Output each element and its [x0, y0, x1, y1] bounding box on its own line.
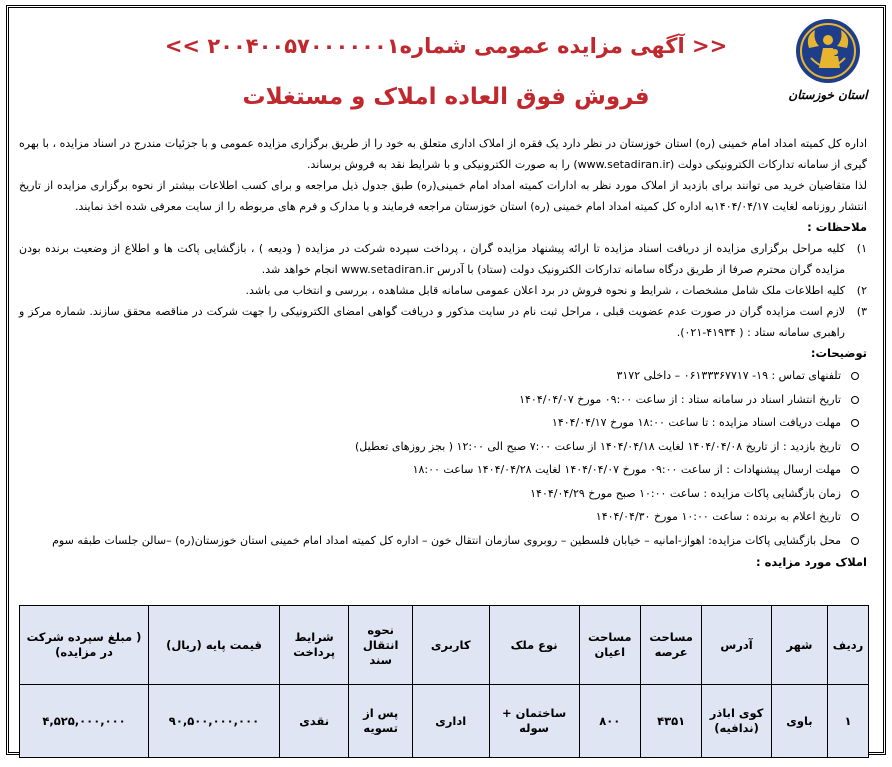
column-header: نحوه انتقال سند: [349, 606, 412, 685]
detail-text: مهلت دریافت اسناد مزایده : تا ساعت ۱۸:۰۰ مورخ ۱۴۰۴/۰۴/۱۷: [551, 416, 841, 429]
note-number: ۳): [856, 305, 867, 318]
column-header: قیمت پایه (ریال): [149, 606, 280, 685]
note-text: کلیه مراحل برگزاری مزایده از دریافت اسناد مزایده تا ارائه پیشنهاد مزایده گران ، پرداخت سپرده شرکت در مزایده ( ودیعه ) ، بازگشایی پاکت ها و اطلاع از وضعیت برنده بودن مزایده گران محترم صرفا از طریق درگاه سامانه تدارکات الکترونیک دولت (ستاد) با آدرس www.setadiran.ir انجام خواهد شد.: [19, 242, 845, 276]
column-header: شهر: [771, 606, 827, 685]
intro-paragraph-1: اداره کل کمیته امداد امام خمینی (ره) استان خوزستان در نظر دارد یک فقره از املاک اداری متعلق به خود را از طریق برگزاری مزایده عمومی و با جزئیات مندرج در اسناد مزایده ، با بهره گیری از سامانه تدارکات الکترونیکی دولت (www.setadiran.ir) را به صورت الکترونیکی و با شرایط نقد به فروش برساند.: [19, 137, 867, 171]
detail-item: [19, 364, 867, 388]
detail-text: مهلت ارسال پیشنهادات : از ساعت ۰۹:۰۰ مورخ ۱۴۰۴/۰۴/۰۷ لغایت ۱۴۰۴/۰۴/۲۸ ساعت ۱۸:۰۰: [412, 463, 841, 476]
intro-paragraph-2: لذا متقاضیان خرید می توانند برای بازدید از املاک مورد نظر به ادارات کمیته امداد امام خمینی(ره) طبق جدول ذیل مراجعه و برای کسب اطلاعات بیشتر از نحوه برگزاری مزایده از تاریخ انتشار روزنامه لغایت ۱۴۰۴/۰۴/۱۷به اداره کل کمیته امداد امام خمینی (ره) استان خوزستان مراجعه فرمایند و یا مدارک و فرم های مربوطه را از سایت معرفی شده اخذ نمایند.: [19, 179, 867, 213]
detail-item: [19, 435, 867, 459]
column-header: مساحت اعیان: [579, 606, 640, 685]
column-header: آدرس: [702, 606, 772, 685]
detail-text: تلفنهای تماس : ۱۹- ۰۶۱۳۳۳۶۷۷۱۷ – داخلی ۳۱۷۲: [616, 369, 841, 382]
detail-item: [19, 482, 867, 506]
logo: [785, 18, 871, 102]
circle-bullet-icon: [851, 490, 859, 498]
table-header-row: [20, 606, 869, 685]
note-number: ۱): [856, 242, 867, 255]
circle-bullet-icon: [851, 537, 859, 545]
column-header: کاربری: [412, 606, 489, 685]
note-item: [19, 238, 867, 280]
detail-item: [19, 411, 867, 435]
column-header: ردیف: [828, 606, 869, 685]
circle-bullet-icon: [851, 513, 859, 521]
circle-bullet-icon: [851, 466, 859, 474]
circle-bullet-icon: [851, 396, 859, 404]
table-cell: ۱: [828, 685, 869, 758]
properties-table-wrap: [19, 605, 869, 758]
table-cell: ۴۳۵۱: [640, 685, 701, 758]
column-header: ( مبلغ سپرده شرکت در مزایده): [20, 606, 149, 685]
column-header: مساحت عرصه: [640, 606, 701, 685]
notice-subtitle: فروش فوق العاده املاک و مستغلات: [242, 84, 650, 110]
detail-item: [19, 458, 867, 482]
detail-text: تاریخ بازدید : از تاریخ ۱۴۰۴/۰۴/۰۸ لغایت ۱۴۰۴/۰۴/۱۸ از ساعت ۷:۰۰ صبح الی ۱۲:۰۰ ( بجز روزهای تعطیل): [355, 439, 841, 453]
table-cell: ۴,۵۲۵,۰۰۰,۰۰۰: [20, 685, 149, 758]
table-heading: املاک مورد مزایده :: [756, 555, 867, 569]
table-cell: اداری: [412, 685, 489, 758]
circle-bullet-icon: [851, 372, 859, 380]
table-row: [20, 685, 869, 758]
column-header: شرایط پرداخت: [279, 606, 349, 685]
table-cell: ۹۰,۵۰۰,۰۰۰,۰۰۰: [149, 685, 280, 758]
table-cell: ساختمان + سوله: [489, 685, 579, 758]
details-list: [19, 364, 867, 552]
table-cell: کوی اباذر (ندافیه): [702, 685, 772, 758]
note-item: [19, 301, 867, 343]
notes-heading: ملاحظات :: [807, 220, 867, 234]
emdad-committee-logo-icon: [795, 18, 861, 84]
table-cell: نقدی: [279, 685, 349, 758]
notice-title: << آگهی مزایده عمومی شماره۲۰۰۴۰۰۵۷۰۰۰۰۰۰۱ >>: [164, 34, 728, 58]
note-number: ۲): [856, 284, 867, 297]
notes-list: [19, 238, 867, 343]
detail-item: [19, 529, 867, 553]
circle-bullet-icon: [851, 443, 859, 451]
detail-item: [19, 388, 867, 412]
note-text: لازم است مزایده گران در صورت عدم عضویت قبلی ، مراحل ثبت نام در سایت مذکور و دریافت گواهی امضای الکترونیکی را جهت شرکت در مناقصه محقق سازند. شماره مرکز و راهبری سامانه ستاد : ( ۴۱۹۳۴-۰۲۱).: [19, 305, 845, 339]
table-cell: پس از تسویه: [349, 685, 412, 758]
details-heading: توضیحات:: [810, 346, 867, 360]
column-header: نوع ملک: [489, 606, 579, 685]
detail-text: تاریخ اعلام به برنده : ساعت ۱۰:۰۰ مورخ ۱۴۰۴/۰۴/۳۰: [595, 510, 841, 523]
table-cell: ۸۰۰: [579, 685, 640, 758]
detail-item: [19, 505, 867, 529]
detail-text: تاریخ انتشار اسناد در سامانه ستاد : از ساعت ۰۹:۰۰ مورخ ۱۴۰۴/۰۴/۰۷: [519, 392, 841, 406]
table-cell: باوی: [771, 685, 827, 758]
logo-caption: استان خوزستان: [788, 88, 868, 102]
note-text: کلیه اطلاعات ملک شامل مشخصات ، شرایط و نحوه فروش در برد اعلان عمومی سامانه قابل مشاهده ، بررسی و انتخاب می باشد.: [245, 284, 845, 297]
circle-bullet-icon: [851, 419, 859, 427]
notice-body: [19, 133, 867, 573]
auction-notice: [6, 5, 886, 755]
note-item: [19, 280, 867, 301]
properties-table: [19, 605, 869, 758]
detail-text: محل بازگشایی پاکات مزایده: اهواز-امانیه – خیابان فلسطین – روبروی سازمان انتقال خون – اداره کل کمیته امداد امام خمینی استان خوزستان(ره) –سالن جلسات طبقه سوم: [52, 533, 841, 547]
detail-text: زمان بازگشایی پاکات مزایده : ساعت ۱۰:۰۰ صبح مورخ ۱۴۰۴/۰۴/۲۹: [530, 486, 841, 500]
